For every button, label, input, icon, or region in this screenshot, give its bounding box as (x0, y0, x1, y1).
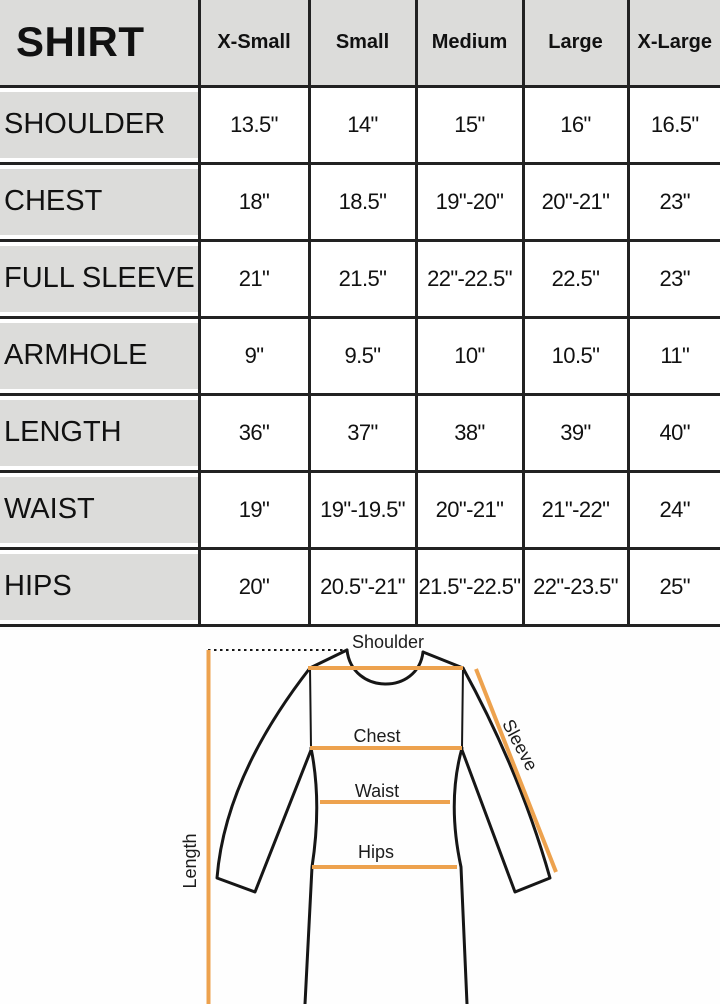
size-value-cell: 22"-23.5" (523, 548, 628, 625)
row-label-length: LENGTH (0, 394, 199, 471)
col-header-small: Small (309, 0, 416, 86)
chart-title: SHIRT (0, 0, 199, 86)
size-value-cell: 20"-21" (416, 471, 523, 548)
left-shoulder-path (310, 650, 347, 668)
size-value-cell: 36" (199, 394, 309, 471)
size-value-cell: 21"-22" (523, 471, 628, 548)
right-sleeve-path (462, 668, 550, 892)
size-value-cell: 16" (523, 86, 628, 163)
table-row-full-sleeve (0, 240, 720, 317)
size-value-cell: 37" (309, 394, 416, 471)
shoulder-label: Shoulder (351, 631, 425, 652)
measurement-diagram (0, 627, 720, 1004)
size-value-cell: 14" (309, 86, 416, 163)
table-row-armhole (0, 317, 720, 394)
size-value-cell: 16.5" (628, 86, 720, 163)
size-value-cell: 23" (628, 240, 720, 317)
table-row-shoulder (0, 86, 720, 163)
size-value-cell: 21.5" (309, 240, 416, 317)
size-value-cell: 13.5" (199, 86, 309, 163)
col-header-x-small: X-Small (199, 0, 309, 86)
size-value-cell: 39" (523, 394, 628, 471)
waist-label: Waist (354, 780, 400, 801)
size-value-cell: 10.5" (523, 317, 628, 394)
size-value-cell: 19" (199, 471, 309, 548)
size-value-cell: 21.5"-22.5" (416, 548, 523, 625)
size-value-cell: 38" (416, 394, 523, 471)
chest-label: Chest (353, 725, 401, 746)
size-value-cell: 22.5" (523, 240, 628, 317)
size-value-cell: 20"-21" (523, 163, 628, 240)
row-label-waist: WAIST (0, 471, 199, 548)
size-value-cell: 21" (199, 240, 309, 317)
hips-label: Hips (357, 841, 395, 862)
size-value-cell: 15" (416, 86, 523, 163)
size-value-cell: 20.5"-21" (309, 548, 416, 625)
table-row-waist (0, 471, 720, 548)
size-value-cell: 11" (628, 317, 720, 394)
left-armhole-seam (310, 668, 311, 748)
col-header-x-large: X-Large (628, 0, 720, 86)
right-shoulder-path (423, 652, 463, 668)
size-value-cell: 10" (416, 317, 523, 394)
table-row-length (0, 394, 720, 471)
left-body-edge (305, 748, 317, 1004)
size-value-cell: 19"-20" (416, 163, 523, 240)
size-value-cell: 19"-19.5" (309, 471, 416, 548)
size-value-cell: 18" (199, 163, 309, 240)
shirt-measure-illustration (0, 627, 720, 1004)
size-value-cell: 22"-22.5" (416, 240, 523, 317)
sleeve-measure-line (476, 669, 556, 872)
row-label-armhole: ARMHOLE (0, 317, 199, 394)
table-row-hips (0, 548, 720, 625)
length-label: Length (180, 832, 200, 889)
row-label-shoulder: SHOULDER (0, 86, 199, 163)
size-value-cell: 9.5" (309, 317, 416, 394)
row-label-chest: CHEST (0, 163, 199, 240)
header-row (0, 0, 720, 86)
size-value-cell: 18.5" (309, 163, 416, 240)
size-value-cell: 20" (199, 548, 309, 625)
row-label-full-sleeve: FULL SLEEVE (0, 240, 199, 317)
size-value-cell: 9" (199, 317, 309, 394)
size-value-cell: 25" (628, 548, 720, 625)
col-header-large: Large (523, 0, 628, 86)
table-row-chest (0, 163, 720, 240)
size-value-cell: 23" (628, 163, 720, 240)
sleeve-label: Sleeve (498, 715, 542, 774)
right-armhole-seam (462, 668, 463, 748)
size-value-cell: 24" (628, 471, 720, 548)
size-value-cell: 40" (628, 394, 720, 471)
left-sleeve-path (217, 668, 311, 892)
col-header-medium: Medium (416, 0, 523, 86)
right-body-edge (454, 748, 467, 1004)
row-label-hips: HIPS (0, 548, 199, 625)
